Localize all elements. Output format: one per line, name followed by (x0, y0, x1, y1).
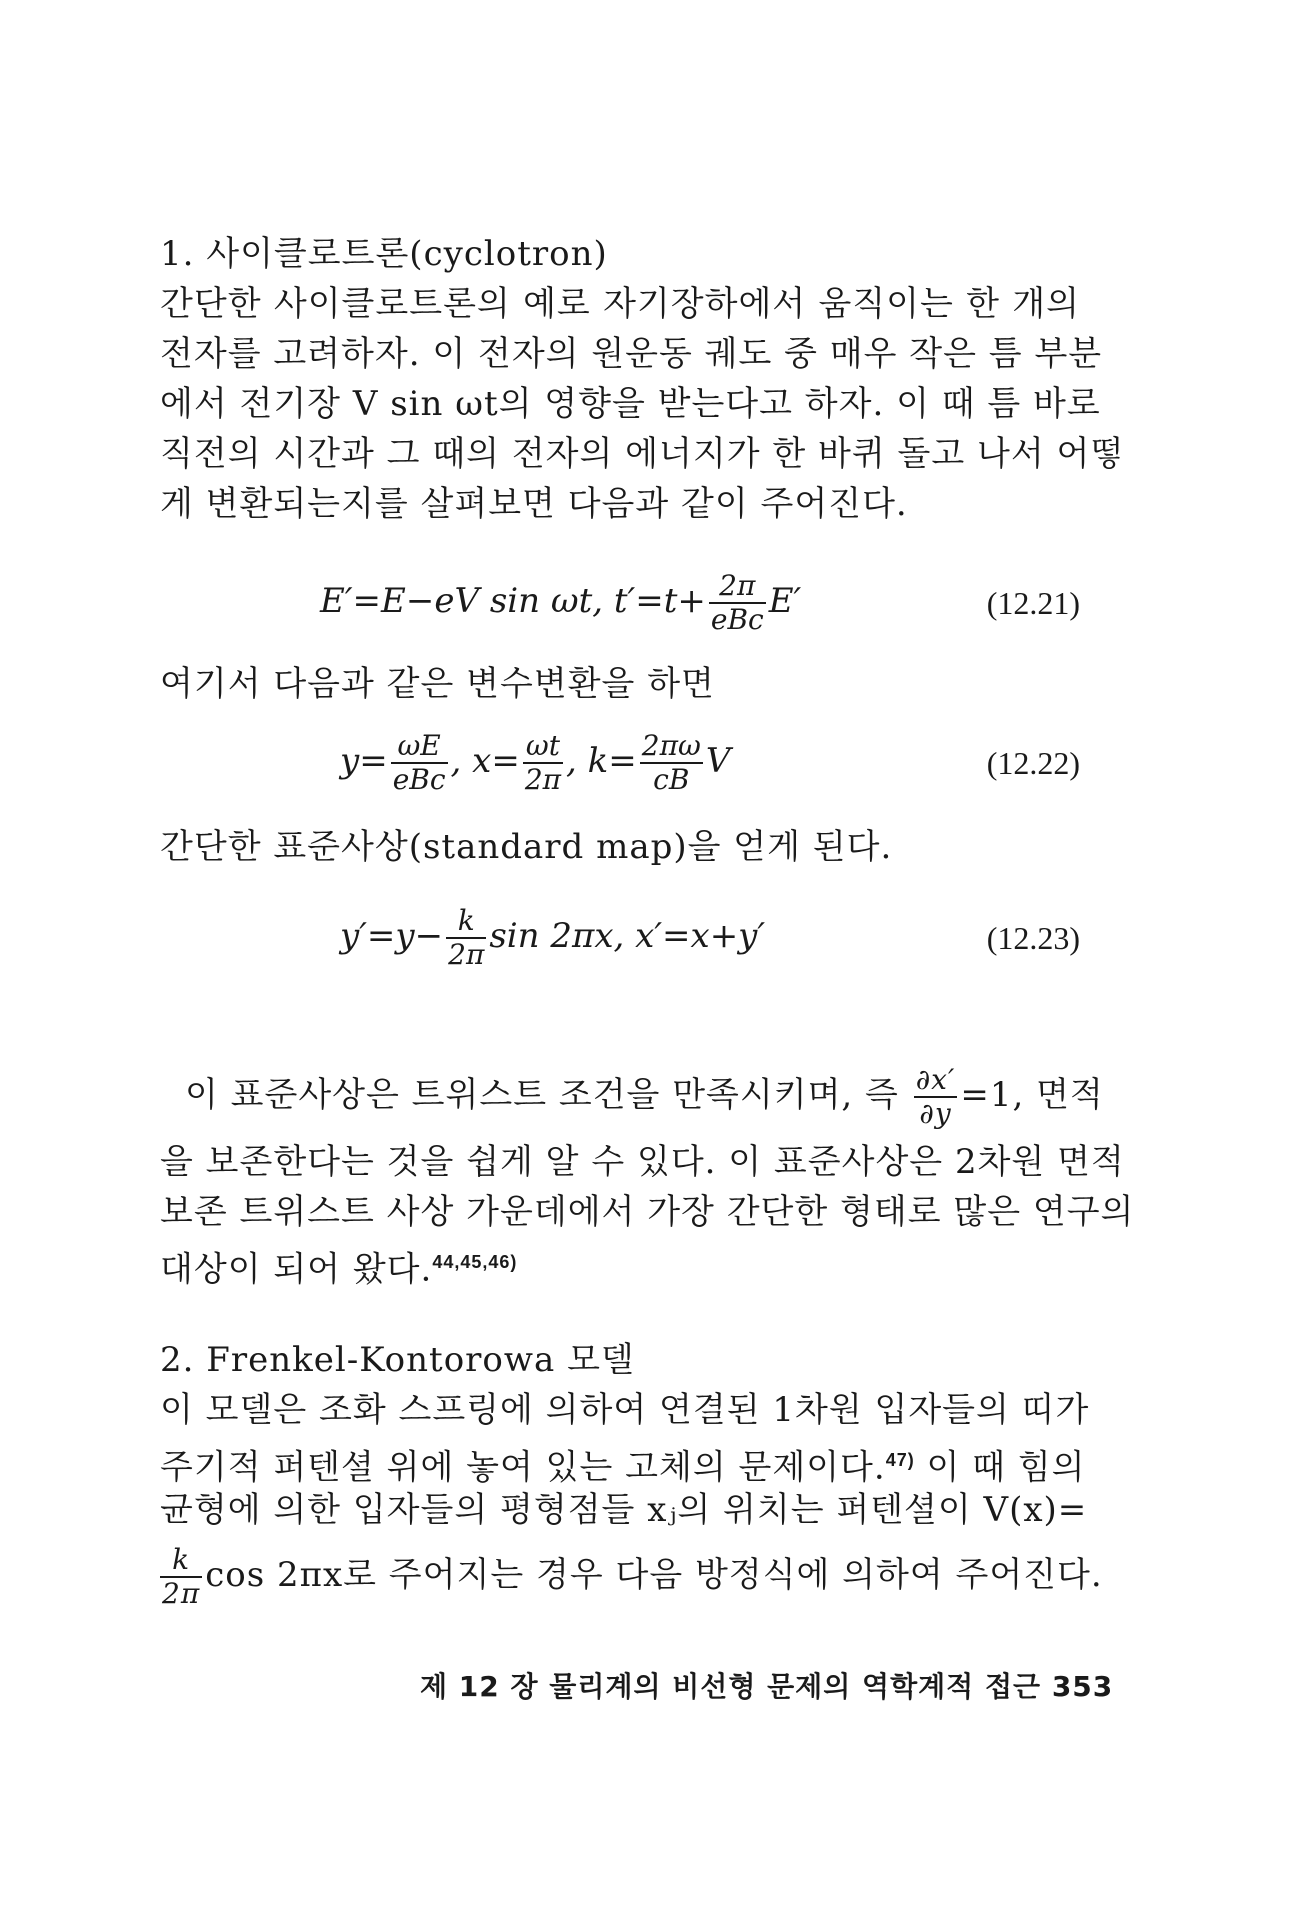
paragraph-text: 이 때 힘의 (914, 1447, 1086, 1488)
fraction-numerator: k (160, 1544, 202, 1578)
fraction (914, 1064, 958, 1130)
citation-superscript: 44,45,46) (432, 1252, 518, 1272)
page-footer: 제 12 장 물리계의 비선형 문제의 역학계적 접근 353 (420, 1670, 1114, 1703)
fraction-numerator: ∂x′ (915, 1063, 956, 1096)
fraction-numerator: k (446, 905, 486, 939)
equation-12-22 (160, 730, 1080, 800)
citation-superscript: 47) (885, 1450, 915, 1470)
equation-12-21 (160, 570, 1080, 640)
paragraph-text: 대상이 되어 왔다. (160, 1249, 433, 1290)
section-heading-2: 2. Frenkel-Kontorowa 모델 (160, 1340, 635, 1380)
fraction-denominator: 2π (524, 763, 562, 796)
paragraph-line: 을 보존한다는 것을 쉽게 알 수 있다. 이 표준사상은 2차원 면적 (160, 1142, 1125, 1182)
fraction-numerator: 2πω (641, 729, 701, 762)
fraction (446, 905, 486, 971)
equation-number: (12.23) (986, 920, 1080, 956)
eq-text: sin 2πx, x′=x+y′ (489, 916, 766, 956)
eq-text: , x= (450, 741, 520, 781)
fraction-denominator: 2π (448, 938, 485, 971)
fraction-numerator: ωE (391, 730, 448, 764)
eq-text: E′=E−eV sin ωt, t′=t+ (320, 581, 706, 621)
paragraph-text: cos 2πx로 주어지는 경우 다음 방정식에 의하여 주어진다. (205, 1555, 1103, 1595)
fraction (391, 730, 448, 796)
paragraph-text: =1, 면적 (960, 1075, 1104, 1115)
paragraph-line: 여기서 다음과 같은 변수변환을 하면 (160, 664, 715, 704)
paragraph-line (160, 1540, 1103, 1610)
eq-text: V (705, 741, 731, 781)
fraction-denominator: ∂y (919, 1097, 952, 1130)
paragraph-line (160, 1240, 1080, 1291)
fraction-numerator: ωt (523, 730, 563, 764)
paragraph-line (160, 1438, 1086, 1489)
paragraph-line (160, 1060, 1104, 1130)
paragraph-text: 이 표준사상은 트위스트 조건을 만족시키며, 즉 (185, 1075, 911, 1115)
fraction-denominator: 2π (162, 1577, 201, 1610)
paragraph-line: 전자를 고려하자. 이 전자의 원운동 궤도 중 매우 작은 틈 부분 (160, 334, 1103, 374)
paragraph-line: 이 모델은 조화 스프링에 의하여 연결된 1차원 입자들의 띠가 (160, 1390, 1090, 1430)
paragraph-line: 간단한 표준사상(standard map)을 얻게 된다. (160, 827, 893, 867)
eq-text: y= (340, 741, 388, 781)
fraction (640, 730, 703, 796)
eq-text: E′ (768, 581, 802, 621)
equation-12-23 (160, 905, 1080, 975)
paragraph-line: 균형에 의한 입자들의 평형점들 xⱼ의 위치는 퍼텐셜이 V(x)= (160, 1490, 1088, 1530)
fraction-denominator: cB (653, 763, 690, 796)
fraction (709, 570, 766, 636)
eq-text: y′=y− (340, 916, 444, 956)
eq-text: , k= (566, 741, 637, 781)
fraction-denominator: eBc (710, 603, 764, 636)
equation-number: (12.21) (986, 585, 1080, 621)
paragraph-line: 게 변환되는지를 살펴보면 다음과 같이 주어진다. (160, 484, 908, 524)
fraction (523, 730, 563, 796)
fraction-numerator: 2π (709, 570, 766, 604)
paragraph-line: 간단한 사이클로트론의 예로 자기장하에서 움직이는 한 개의 (160, 284, 1080, 324)
paragraph-line: 보존 트위스트 사상 가운데에서 가장 간단한 형태로 많은 연구의 (160, 1192, 1135, 1232)
fraction-denominator: eBc (392, 763, 446, 796)
paragraph-line: 직전의 시간과 그 때의 전자의 에너지가 한 바퀴 돌고 나서 어떻 (160, 434, 1125, 474)
section-heading-1: 1. 사이클로트론(cyclotron) (160, 234, 608, 274)
paragraph-text: 주기적 퍼텐셜 위에 놓여 있는 고체의 문제이다. (160, 1447, 886, 1488)
equation-number: (12.22) (986, 745, 1080, 781)
paragraph-line: 에서 전기장 V sin ωt의 영향을 받는다고 하자. 이 때 틈 바로 (160, 384, 1101, 424)
fraction (160, 1544, 202, 1610)
